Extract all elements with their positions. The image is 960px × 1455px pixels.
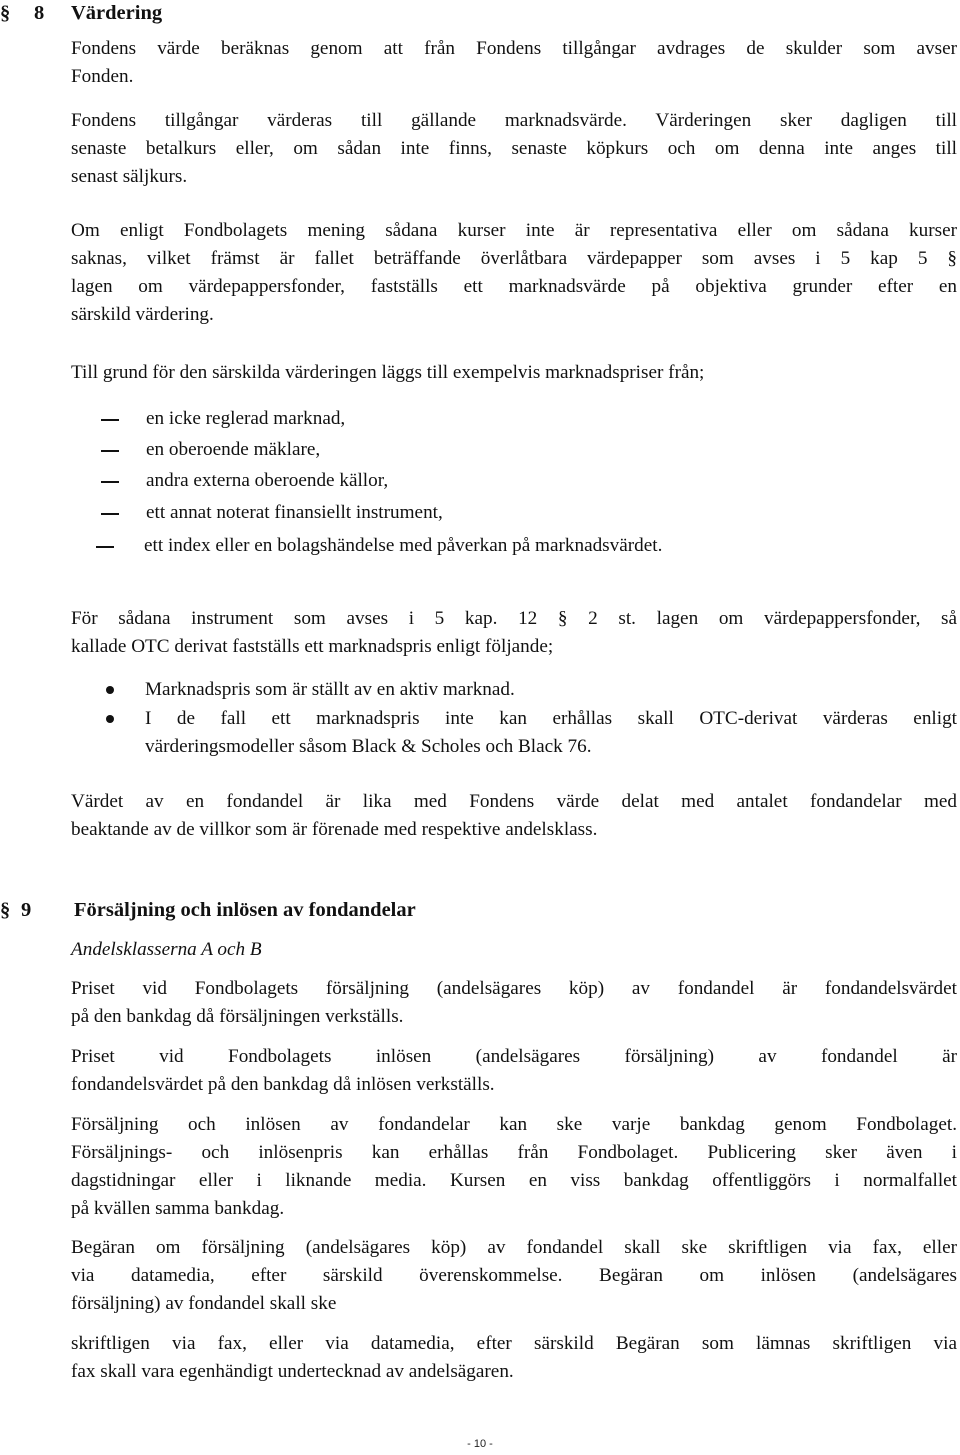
text-line: För sådana instrument som avses i 5 kap. 12 § 2 st. lagen om värdepappersfonder, så bbox=[71, 608, 957, 629]
list-item-text: en oberoende mäklare, bbox=[146, 439, 321, 460]
dash-marker bbox=[101, 419, 119, 421]
section-symbol: § bbox=[0, 899, 11, 921]
text-line: dagstidningar eller i liknande media. Kursen en viss bankdag offentliggörs i normalfallet bbox=[71, 1170, 957, 1191]
text-line: värderingsmodeller såsom Black & Scholes och Black 76. bbox=[145, 736, 592, 757]
list-item bbox=[0, 499, 960, 529]
dash-marker bbox=[101, 481, 119, 483]
paragraph bbox=[71, 1330, 957, 1386]
text-line: Priset vid Fondbolagets försäljning (andelsägares köp) av fondandel är fondandelsvärdet bbox=[71, 978, 957, 999]
text-line: Till grund för den särskilda värderingen läggs till exempelvis marknadspriser från; bbox=[71, 362, 705, 383]
paragraph bbox=[71, 1111, 957, 1223]
text-line: Begäran om försäljning (andelsägares köp) av fondandel skall ske skriftligen via fax, eller bbox=[71, 1237, 957, 1258]
text-line: Fondens värde beräknas genom att från Fondens tillgångar avdrages de skulder som avser bbox=[71, 38, 957, 59]
page-number: - 10 - bbox=[467, 1438, 493, 1450]
text-line: Priset vid Fondbolagets inlösen (andelsägares försäljning) av fondandel är bbox=[71, 1046, 957, 1067]
text-line: via datamedia, efter särskild överenskommelse. Begäran om inlösen (andelsägares bbox=[71, 1265, 957, 1286]
list-item bbox=[0, 705, 960, 763]
list-item bbox=[0, 467, 960, 497]
section-title: Värdering bbox=[71, 2, 163, 24]
paragraph bbox=[71, 359, 957, 387]
text-line: fondandelsvärdet på den bankdag då inlösen verkställs. bbox=[71, 1074, 495, 1095]
text-line: saknas, vilket främst är fallet beträffande överlåtbara värdepapper som avses i 5 kap 5 § bbox=[71, 248, 957, 269]
paragraph bbox=[71, 788, 957, 844]
text-line: Fonden. bbox=[71, 66, 134, 87]
text-line: försäljning) av fondandel skall ske bbox=[71, 1293, 337, 1314]
text-line: lagen om värdepappersfonder, fastställs ett marknadsvärde på objektiva grunder efter en bbox=[71, 276, 957, 297]
list-item-text: ett index eller en bolagshändelse med påverkan på marknadsvärdet. bbox=[144, 535, 663, 556]
section-symbol: § bbox=[0, 2, 11, 24]
list-item-text: en icke reglerad marknad, bbox=[146, 408, 346, 429]
section-heading-9 bbox=[0, 898, 600, 924]
list-item bbox=[0, 676, 960, 706]
list-item-text bbox=[145, 705, 957, 761]
text-line: på den bankdag då försäljningen verkställs. bbox=[71, 1006, 404, 1027]
text-line: på kvällen samma bankdag. bbox=[71, 1198, 285, 1219]
bullet-marker bbox=[106, 715, 114, 723]
paragraph bbox=[71, 975, 957, 1031]
text-line: I de fall ett marknadspris inte kan erhållas skall OTC-derivat värderas enligt bbox=[145, 708, 957, 729]
text-line: beaktande av de villkor som är förenade med respektive andelsklass. bbox=[71, 819, 598, 840]
paragraph bbox=[71, 605, 957, 661]
section-title: Försäljning och inlösen av fondandelar bbox=[74, 899, 416, 921]
list-item bbox=[0, 436, 960, 466]
list-item-text: ett annat noterat finansiellt instrument, bbox=[146, 502, 443, 523]
list-item bbox=[0, 405, 960, 435]
paragraph bbox=[71, 107, 957, 191]
text-line: fax skall vara egenhändigt undertecknad av andelsägaren. bbox=[71, 1361, 514, 1382]
section-number: 9 bbox=[21, 899, 32, 921]
text-line: Marknadspris som är ställt av en aktiv marknad. bbox=[145, 679, 515, 700]
text-line: skriftligen via fax, eller via datamedia, efter särskild Begäran som lämnas skriftligen via bbox=[71, 1333, 957, 1354]
text-line: Fondens tillgångar värderas till gällande marknadsvärde. Värderingen sker dagligen till bbox=[71, 110, 957, 131]
text-line: senast säljkurs. bbox=[71, 166, 188, 187]
text-line: Värdet av en fondandel är lika med Fondens värde delat med antalet fondandelar med bbox=[71, 791, 957, 812]
text-line: senaste betalkurs eller, om sådan inte finns, senaste köpkurs och om denna inte anges till bbox=[71, 138, 957, 159]
text-line: kallade OTC derivat fastställs ett marknadspris enligt följande; bbox=[71, 636, 554, 657]
bullet-marker bbox=[106, 686, 114, 694]
paragraph bbox=[71, 217, 957, 329]
paragraph bbox=[71, 1234, 957, 1318]
text-line: Försäljnings- och inlösenpris kan erhållas från Fondbolaget. Publicering sker även i bbox=[71, 1142, 957, 1163]
text-line: särskild värdering. bbox=[71, 304, 214, 325]
dash-marker bbox=[96, 546, 114, 548]
subheading: Andelsklasserna A och B bbox=[71, 939, 262, 960]
text-line: Försäljning och inlösen av fondandelar kan ske varje bankdag genom Fondbolaget. bbox=[71, 1114, 957, 1135]
list-item bbox=[0, 532, 960, 562]
dash-marker bbox=[101, 450, 119, 452]
list-item-text bbox=[145, 676, 957, 704]
section-heading-8 bbox=[0, 1, 300, 27]
dash-marker bbox=[101, 513, 119, 515]
text-line: Om enligt Fondbolagets mening sådana kurser inte är representativa eller om sådana kurser bbox=[71, 220, 957, 241]
paragraph bbox=[71, 35, 957, 91]
paragraph bbox=[71, 1043, 957, 1099]
list-item-text: andra externa oberoende källor, bbox=[146, 470, 389, 491]
section-number: 8 bbox=[34, 2, 45, 24]
